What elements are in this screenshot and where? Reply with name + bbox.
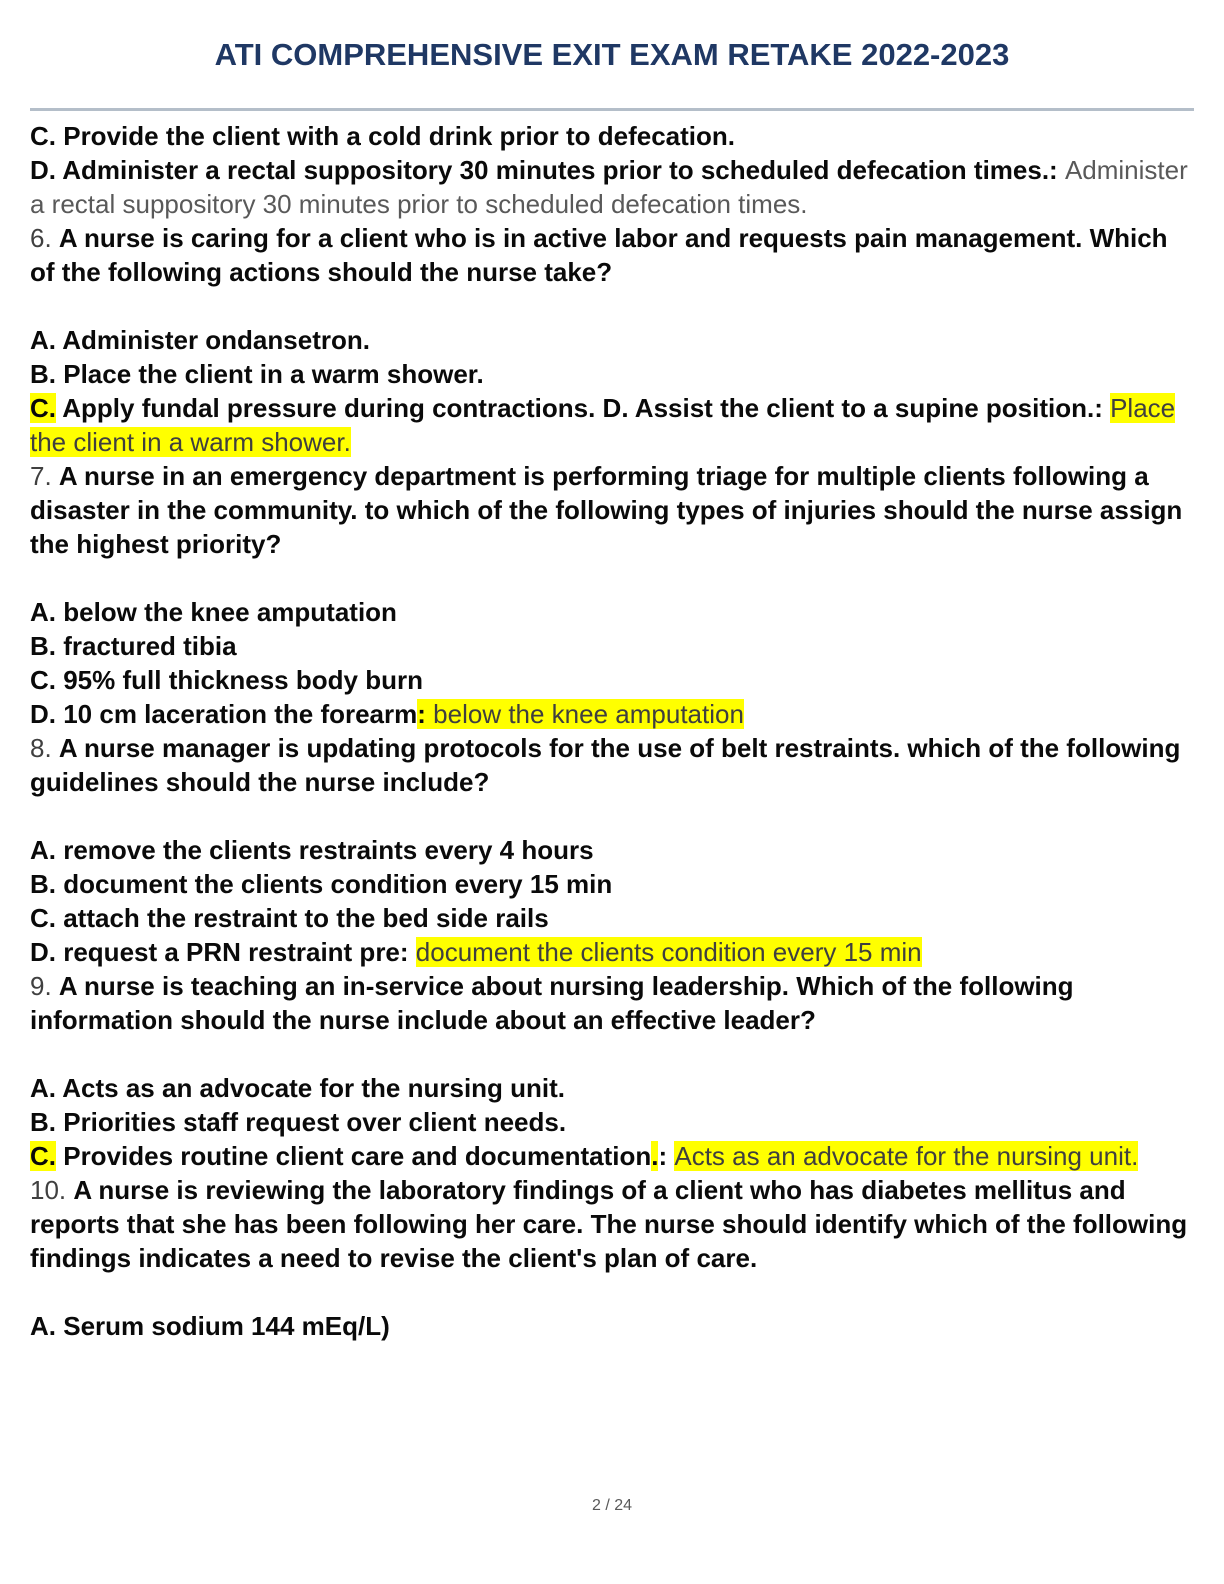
- text-run: D. request a PRN restraint pre:: [30, 937, 416, 968]
- paragraph: [30, 731, 1194, 799]
- text-run: B. Priorities staff request over client needs.: [30, 1107, 567, 1138]
- paragraph: [30, 357, 1194, 391]
- title-divider: [30, 108, 1194, 111]
- page-title: ATI COMPREHENSIVE EXIT EXAM RETAKE 2022-2023: [214, 37, 1010, 72]
- text-run: 6.: [30, 223, 59, 254]
- text-run: B. document the clients condition every 15 min: [30, 869, 613, 900]
- blank-line: [30, 289, 1194, 323]
- text-run: 8.: [30, 733, 59, 764]
- highlighted-text-run: Acts as an advocate for the nursing unit.: [674, 1141, 1139, 1172]
- paragraph: [30, 1173, 1194, 1275]
- text-run: A. below the knee amputation: [30, 597, 397, 628]
- text-run: Apply fundal pressure during contractions. D. Assist the client to a supine position.:: [56, 393, 1111, 424]
- text-run: A nurse manager is updating protocols for the use of belt restraints. which of the following guidelines should the nurse include?: [30, 733, 1181, 798]
- page-number: 2 / 24: [591, 1497, 633, 1514]
- highlighted-text-run: document the clients condition every 15 min: [415, 937, 922, 968]
- text-run: B. fractured tibia: [30, 631, 237, 662]
- blank-line: [30, 561, 1194, 595]
- blank-line: [30, 1037, 1194, 1071]
- highlighted-text-run: .: [651, 1141, 659, 1172]
- paragraph: [30, 1071, 1194, 1105]
- paragraph: [30, 459, 1194, 561]
- paragraph: [30, 1105, 1194, 1139]
- text-run: C. Provide the client with a cold drink prior to defecation.: [30, 121, 735, 152]
- blank-line: [30, 799, 1194, 833]
- text-run: C. attach the restraint to the bed side rails: [30, 903, 549, 934]
- paragraph: [30, 119, 1194, 153]
- paragraph: [30, 867, 1194, 901]
- paragraph: [30, 1139, 1194, 1173]
- text-run: Provides routine client care and documentation: [56, 1141, 652, 1172]
- highlighted-text-run: Place the client in a warm shower.: [30, 393, 1176, 458]
- highlighted-text-run: below the knee amputation: [425, 699, 744, 730]
- paragraph: [30, 153, 1194, 221]
- paragraph: [30, 595, 1194, 629]
- highlighted-text-run: C.: [30, 393, 56, 424]
- blank-line: [30, 1275, 1194, 1309]
- paragraph: [30, 935, 1194, 969]
- text-run: A. Administer ondansetron.: [30, 325, 370, 356]
- paragraph: [30, 323, 1194, 357]
- paragraph: [30, 833, 1194, 867]
- paragraph: [30, 221, 1194, 289]
- paragraph: [30, 629, 1194, 663]
- paragraph: [30, 901, 1194, 935]
- text-run: 9.: [30, 971, 59, 1002]
- text-run: D. 10 cm laceration the forearm: [30, 699, 418, 730]
- text-run: A nurse is reviewing the laboratory findings of a client who has diabetes mellitus and reports that she has been following her care. The nurse should identify which of the following findings indicates a need to revise the client's plan of care.: [30, 1175, 1188, 1274]
- paragraph: [30, 969, 1194, 1037]
- paragraph: [30, 1309, 1194, 1343]
- text-run: A. Acts as an advocate for the nursing unit.: [30, 1073, 566, 1104]
- paragraph: [30, 697, 1194, 731]
- text-run: B. Place the client in a warm shower.: [30, 359, 484, 390]
- text-run: A nurse in an emergency department is performing triage for multiple clients following a disaster in the community. to which of the following types of injuries should the nurse assign the highest priority?: [30, 461, 1183, 560]
- text-run: A. remove the clients restraints every 4 hours: [30, 835, 594, 866]
- paragraph: [30, 663, 1194, 697]
- text-run: A nurse is caring for a client who is in active labor and requests pain management. Which of the following actions should the nurse take?: [30, 223, 1168, 288]
- document-body: [30, 119, 1194, 1343]
- text-run: 10.: [30, 1175, 74, 1206]
- highlighted-text-run: C.: [30, 1141, 56, 1172]
- text-run: C. 95% full thickness body burn: [30, 665, 423, 696]
- paragraph: [30, 391, 1194, 459]
- text-run: D. Administer a rectal suppository 30 minutes prior to scheduled defecation times.:: [30, 155, 1065, 186]
- text-run: Administer a rectal suppository 30 minutes prior to scheduled defecation times.: [30, 155, 1188, 220]
- text-run: 7.: [30, 461, 59, 492]
- text-run: :: [658, 1141, 675, 1172]
- text-run: A nurse is teaching an in-service about nursing leadership. Which of the following information should the nurse include about an effective leader?: [30, 971, 1074, 1036]
- text-run: A. Serum sodium 144 mEq/L): [30, 1311, 390, 1342]
- highlighted-text-run: :: [417, 699, 426, 730]
